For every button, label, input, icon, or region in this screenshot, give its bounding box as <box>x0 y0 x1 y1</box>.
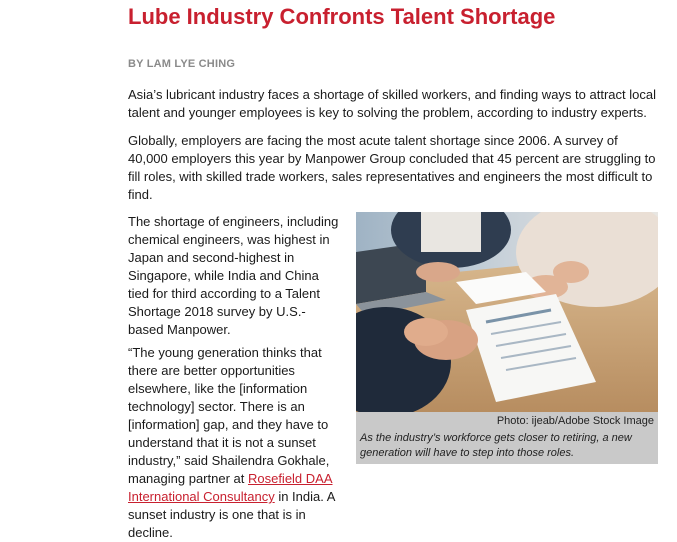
rosefield-link[interactable]: Rosefield DAA International Consultancy <box>128 471 333 504</box>
meeting-photo <box>356 212 658 412</box>
photo-credit: Photo: ijeab/Adobe Stock Image <box>496 415 654 427</box>
paragraph-1: Asia’s lubricant industry faces a shortage of skilled workers, and finding ways to attract local talent and younger employees is key to solving the problem, according to industry experts. <box>128 87 656 120</box>
figure <box>356 212 658 464</box>
figure-caption: As the industry’s workforce gets closer to retiring, a new generation will have to step into those roles. <box>360 432 632 459</box>
quote-ending: in India. A sunset industry is one that is in decline. <box>128 489 335 540</box>
paragraph-4 <box>128 344 340 542</box>
paragraph-2: Globally, employers are facing the most acute talent shortage since 2006. A survey of 40,000 employers this year by Manpower Group concluded that 45 percent are struggling to fill roles, with skilled trade workers, sales representatives and engineers the most difficult to find. <box>128 133 656 202</box>
byline: BY LAM LYE CHING <box>128 58 236 70</box>
meeting-photo-illustration <box>356 212 658 412</box>
paragraph-3: The shortage of engineers, including chemical engineers, was highest in Japan and second-highest in Singapore, while India and China tied for third according to a Talent Shortage 2018 survey by U.S.-based Manpower. <box>128 214 339 337</box>
article-title: Lube Industry Confronts Talent Shortage <box>128 4 556 29</box>
quote-text: “The young generation thinks that there are better opportunities elsewhere, like the [information technology] sector. There is an [information] gap, and they have to understand that it is not a sunset industry,” said Shailendra Gokhale, managing partner at <box>128 345 330 486</box>
